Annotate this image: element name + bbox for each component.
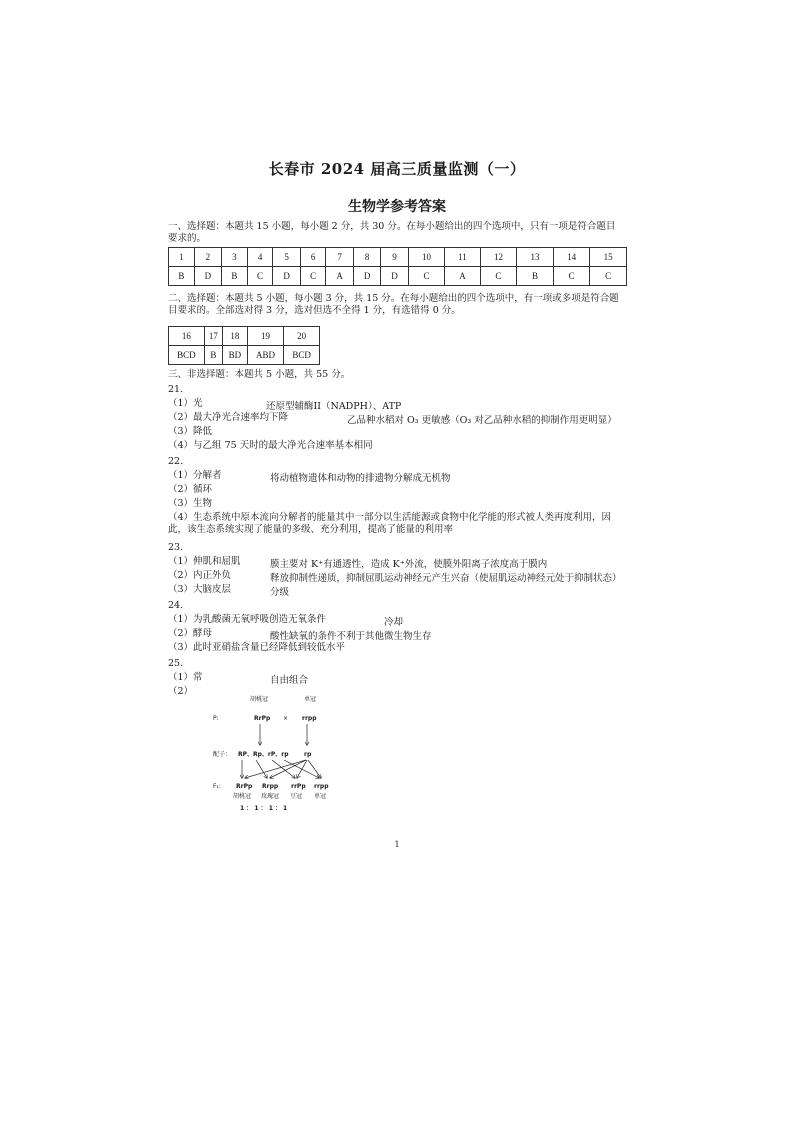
q24-answer-2: （2）酵母 bbox=[168, 628, 213, 639]
question-number: 12 bbox=[480, 248, 517, 267]
question-number: 1 bbox=[169, 248, 195, 267]
section2-heading: 二、选择题：本题共 5 小题，每小题 3 分，共 15 分。在每小题给出的四个选项中，有一项或多项是符合题目要求的。全部选对得 3 分，选对但选不全得 1 分，有选错得 0 分。 bbox=[168, 293, 619, 316]
section1-heading: 一、选择题：本题共 15 小题，每小题 2 分，共 30 分。在每小题给出的四个选项中，只有一项是符合题目要求的。 bbox=[168, 221, 616, 244]
answer-cell: C bbox=[408, 267, 445, 286]
f1-label: F₁: bbox=[213, 783, 221, 790]
answer-cell: C bbox=[300, 267, 326, 286]
question-number: 14 bbox=[553, 248, 590, 267]
q22-answer-2: （2）循环 bbox=[168, 484, 213, 495]
cross-symbol: × bbox=[283, 715, 289, 722]
answer-cell: C bbox=[480, 267, 517, 286]
question-number: 20 bbox=[284, 327, 320, 346]
table-row-numbers bbox=[169, 248, 627, 267]
q24-answer-3: （3）此时亚硝盐含量已经降低到较低水平 bbox=[168, 642, 346, 653]
q23-answer-1b: 膜主要对 K⁺有通透性，造成 K⁺外流，使膜外阳离子浓度高于膜内 bbox=[270, 559, 548, 570]
f1-ratio: 1 ： 1 ： 1 ： 1 bbox=[240, 805, 288, 812]
question-number: 11 bbox=[445, 248, 480, 267]
answer-cell: C bbox=[553, 267, 590, 286]
question-number: 15 bbox=[590, 248, 627, 267]
answer-cell: ABD bbox=[247, 346, 284, 365]
answer-cell: B bbox=[222, 267, 248, 286]
answer-cell: B bbox=[169, 267, 195, 286]
q25-label: 25. bbox=[168, 658, 184, 669]
section1-answer-table bbox=[168, 247, 627, 286]
answer-cell: D bbox=[273, 267, 300, 286]
question-number: 18 bbox=[222, 327, 247, 346]
q25-answer-2: （2） bbox=[168, 686, 194, 697]
f1-phenotype-3: 豆冠 bbox=[290, 793, 303, 800]
q23-answer-3b: 分级 bbox=[270, 587, 290, 598]
table-row-answers bbox=[169, 346, 320, 365]
q21-answer-4: （4）与乙组 75 天时的最大净光合速率基本相同 bbox=[168, 440, 373, 451]
question-number: 7 bbox=[326, 248, 353, 267]
q21-answer-2b: 乙品种水稻对 O₃ 更敏感（O₃ 对乙品种水稻的抑制作用更明显） bbox=[347, 415, 617, 426]
q25-answer-1b: 自由组合 bbox=[270, 675, 309, 686]
q21-label: 21. bbox=[168, 384, 184, 395]
q25-answer-1: （1）常 bbox=[168, 672, 203, 683]
answer-cell: BCD bbox=[284, 346, 320, 365]
table-row-numbers bbox=[169, 327, 320, 346]
page-subtitle: 生物学参考答案 bbox=[348, 199, 446, 215]
gamete-label: 配子： bbox=[213, 751, 232, 758]
p-label: P: bbox=[213, 715, 219, 722]
question-number: 5 bbox=[273, 248, 300, 267]
f1-phenotype-1: 胡桃冠 bbox=[233, 793, 252, 800]
question-number: 2 bbox=[194, 248, 221, 267]
answer-cell: A bbox=[326, 267, 353, 286]
page-number: 1 bbox=[394, 840, 400, 849]
q23-answer-2b: 释放抑制性递质，抑制屈肌运动神经元产生兴奋（使屈肌运动神经元处于抑制状态） bbox=[270, 573, 622, 584]
question-number: 9 bbox=[381, 248, 408, 267]
parent1-genotype: RrPp bbox=[254, 715, 271, 722]
page-title: 长春市 2024 届高三质量监测（一） bbox=[268, 160, 526, 178]
answer-cell: B bbox=[204, 346, 222, 365]
answer-cell: D bbox=[194, 267, 221, 286]
q22-answer-4: （4）生态系统中原本流向分解者的能量其中一部分以生活能源或食物中化学能的形式被人类再度利用，因此，该生态系统实现了能量的多级、充分利用，提高了能量的利用率 bbox=[168, 512, 612, 535]
parent2-gamete: rp bbox=[304, 751, 312, 758]
section2-answer-table bbox=[168, 326, 320, 365]
f1-phenotype-2: 玫瑰冠 bbox=[261, 793, 280, 800]
answer-cell: BD bbox=[222, 346, 247, 365]
q21-answer-1b: 还原型辅酶II（NADPH）、ATP bbox=[266, 401, 402, 412]
parent1-gametes: RP、Rp、rP、rp bbox=[238, 751, 289, 758]
q24-answer-2b: 酸性缺氧的条件不利于其他微生物生存 bbox=[270, 631, 432, 642]
parent2-phenotype: 单冠 bbox=[304, 696, 317, 703]
answer-cell: C bbox=[590, 267, 627, 286]
question-number: 17 bbox=[204, 327, 222, 346]
f1-offspring-4: rrpp bbox=[314, 783, 329, 790]
f1-offspring-2: Rrpp bbox=[262, 783, 279, 790]
q23-answer-3: （3）大脑皮层 bbox=[168, 584, 232, 595]
q22-answer-1: （1）分解者 bbox=[168, 470, 222, 481]
table-row-answers bbox=[169, 267, 627, 286]
answer-cell: D bbox=[353, 267, 380, 286]
q24-label: 24. bbox=[168, 600, 184, 611]
q21-answer-2: （2）最大净光合速率均下降 bbox=[168, 412, 289, 423]
question-number: 19 bbox=[247, 327, 284, 346]
q24-answer-1b: 冷却 bbox=[384, 617, 404, 628]
q21-answer-1: （1）光 bbox=[168, 398, 203, 409]
question-number: 10 bbox=[408, 248, 445, 267]
parent1-phenotype: 胡桃冠 bbox=[250, 696, 269, 703]
q23-answer-2: （2）内正外负 bbox=[168, 570, 232, 581]
q22-answer-1b: 将动植物遗体和动物的排遗物分解成无机物 bbox=[270, 473, 451, 484]
question-number: 8 bbox=[353, 248, 380, 267]
answer-cell: D bbox=[381, 267, 408, 286]
question-number: 6 bbox=[300, 248, 326, 267]
q22-label: 22. bbox=[168, 456, 184, 467]
genetic-cross-diagram bbox=[200, 690, 360, 820]
answer-cell: B bbox=[517, 267, 554, 286]
answer-cell: A bbox=[445, 267, 480, 286]
q21-answer-3: （3）降低 bbox=[168, 426, 213, 437]
answer-cell: BCD bbox=[169, 346, 205, 365]
q24-answer-1: （1）为乳酸菌无氧呼吸创造无氧条件 bbox=[168, 614, 327, 625]
f1-offspring-3: rrPp bbox=[291, 783, 306, 790]
q22-answer-3: （3）生物 bbox=[168, 498, 213, 509]
q23-label: 23. bbox=[168, 542, 184, 553]
parent2-genotype: rrpp bbox=[302, 715, 317, 722]
question-number: 4 bbox=[247, 248, 273, 267]
f1-phenotype-4: 单冠 bbox=[314, 793, 327, 800]
question-number: 16 bbox=[169, 327, 205, 346]
answer-cell: C bbox=[247, 267, 273, 286]
question-number: 13 bbox=[517, 248, 554, 267]
q23-answer-1: （1）伸肌和屈肌 bbox=[168, 556, 241, 567]
f1-offspring-1: RrPp bbox=[236, 783, 253, 790]
section3-heading: 三、非选择题：本题共 5 小题，共 55 分。 bbox=[168, 369, 351, 380]
question-number: 3 bbox=[222, 248, 248, 267]
